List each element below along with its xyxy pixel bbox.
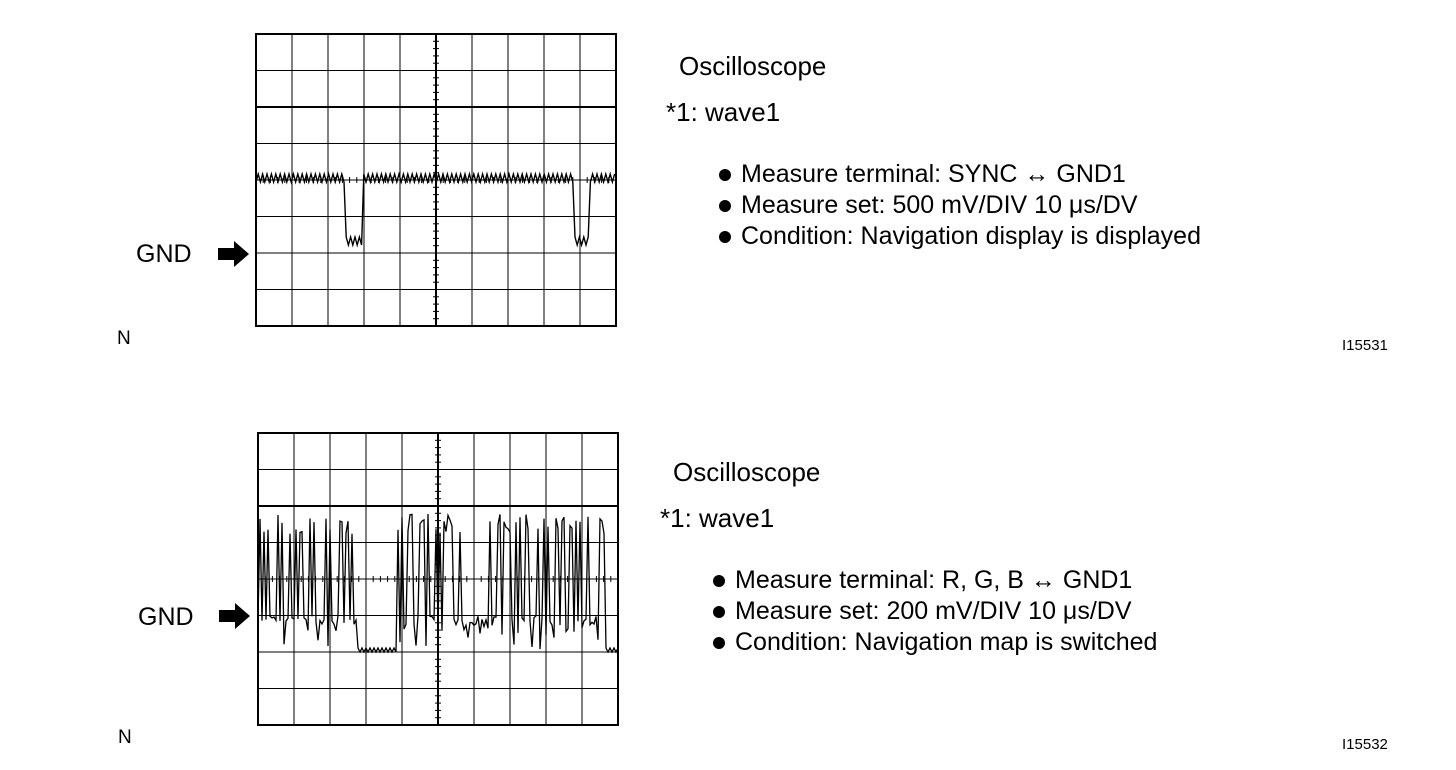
bullet-icon: [713, 637, 725, 649]
spec-condition: [719, 221, 1201, 252]
scope-title: Oscilloscope: [673, 457, 821, 487]
gnd-label: GND: [138, 603, 194, 631]
gnd-label: GND: [136, 240, 192, 268]
oscilloscope-screen: [257, 432, 619, 726]
corner-label: N: [117, 328, 131, 349]
waveform-panel-rgb: [0, 385, 1456, 770]
figure-code: I15532: [1342, 736, 1388, 753]
channel-label: *1: wave1: [666, 97, 781, 127]
bullet-icon: [719, 169, 731, 181]
gnd-arrow-icon: [219, 602, 251, 630]
spec-text: Measure set: 500 mV/DIV 10 μs/DV: [741, 191, 1138, 219]
spec-measure-terminal: [713, 565, 1157, 596]
corner-label: N: [118, 727, 132, 748]
oscilloscope-screen: [255, 33, 617, 327]
spec-measure-set: [713, 596, 1157, 627]
spec-text: Measure terminal: SYNC ↔ GND1: [741, 160, 1126, 188]
gnd-arrow-icon: [218, 240, 250, 268]
bullet-icon: [713, 606, 725, 618]
bullet-icon: [719, 231, 731, 243]
scope-title: Oscilloscope: [679, 51, 827, 81]
spec-measure-set: [719, 190, 1201, 221]
measurement-specs: [719, 159, 1201, 252]
channel-label: *1: wave1: [660, 503, 775, 533]
bullet-icon: [713, 575, 725, 587]
measurement-specs: [713, 565, 1157, 658]
spec-condition: [713, 627, 1157, 658]
spec-text: Condition: Navigation display is displayed: [741, 222, 1201, 250]
spec-text: Condition: Navigation map is switched: [735, 628, 1158, 656]
figure-code: I15531: [1342, 337, 1388, 354]
spec-text: Measure terminal: R, G, B ↔ GND1: [735, 566, 1133, 594]
spec-text: Measure set: 200 mV/DIV 10 μs/DV: [735, 597, 1132, 625]
bullet-icon: [719, 200, 731, 212]
spec-measure-terminal: [719, 159, 1201, 190]
